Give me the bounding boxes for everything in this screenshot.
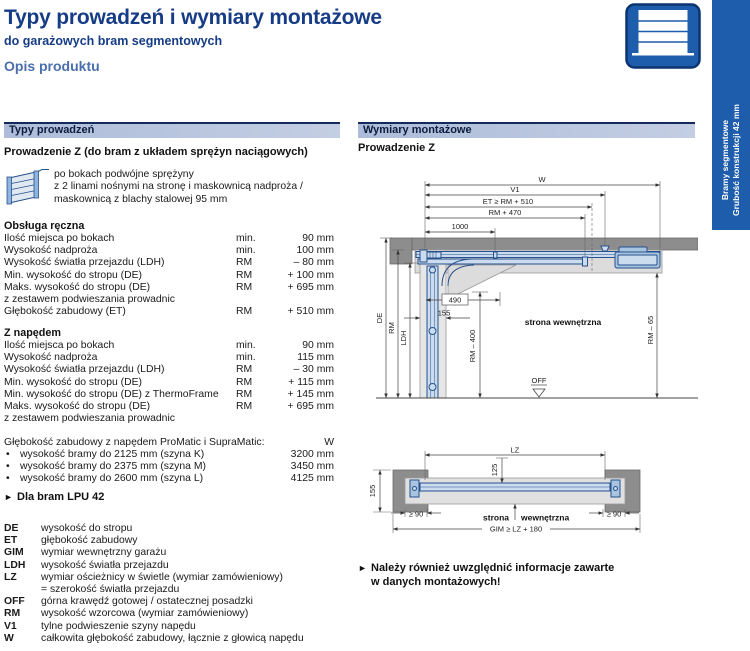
- legend-desc: = szerokość światła przejazdu: [41, 584, 180, 596]
- sectional-door-icon: [625, 3, 701, 69]
- dim-rm400: RM – 400: [468, 329, 477, 363]
- row-value: + 510 mm: [287, 306, 334, 318]
- row-label: Wysokość nadproża: [4, 352, 98, 364]
- dim-ge90-left: ≥ 90: [408, 509, 424, 519]
- row-ref: RM: [236, 269, 253, 281]
- row-label: Maks. wysokość do stropu (DE): [4, 400, 151, 412]
- intro-line-2: z 2 linami nośnymi na stronę i maskownicą nadproża /: [54, 181, 303, 193]
- legend-desc: wysokość światła przejazdu: [41, 559, 169, 571]
- row-label: Wysokość światła przejazdu (LDH): [4, 364, 165, 376]
- off-label: OFF: [531, 376, 547, 385]
- row-value: – 30 mm: [293, 364, 334, 376]
- row-value: + 115 mm: [288, 376, 334, 388]
- lpu-note: [4, 491, 104, 503]
- row-label: Min. wysokość do stropu (DE): [4, 376, 143, 388]
- table-row: [4, 340, 334, 352]
- legend-abbr: LZ: [4, 571, 17, 583]
- dim-490: 490: [448, 295, 462, 305]
- dim-ldh: LDH: [399, 330, 408, 346]
- page-subtitle: do garażowych bram segmentowych: [4, 34, 223, 48]
- row-label: Maks. wysokość do stropu (DE): [4, 281, 151, 293]
- list-item: [4, 473, 334, 485]
- montage-note-line2: w danych montażowych!: [371, 575, 501, 588]
- row-label: Ilość miejsca po bokach: [4, 340, 115, 351]
- legend-desc: wysokość do stropu: [41, 523, 133, 534]
- row-value: 115 mm: [297, 352, 334, 364]
- legend-desc: całkowita głębokość zabudowy, łącznie z głowicą napędu: [41, 632, 304, 644]
- edge-tab-line1: Bramy segmentowe: [720, 119, 730, 201]
- row-label: Głębokość zabudowy (ET): [4, 306, 126, 318]
- table-row: [4, 294, 334, 306]
- row-ref: RM: [236, 388, 253, 400]
- legend-desc: głębokość zabudowy: [41, 535, 138, 547]
- inner-side-right: wewnętrzna: [521, 512, 570, 523]
- right-heading: Prowadzenie Z: [358, 142, 436, 154]
- table-row: [4, 233, 334, 245]
- section-header-right: Wymiary montażowe: [358, 122, 695, 138]
- row-value: 90 mm: [302, 233, 334, 244]
- dim-gim: GIM ≥ LZ + 180: [489, 524, 543, 534]
- dim-lz: LZ: [510, 445, 520, 455]
- depth-label: Głębokość zabudowy z napędem ProMatic i SupraMatic:: [4, 437, 265, 448]
- powered-title: Z napędem: [4, 327, 61, 339]
- legend-desc: wysokość wzorcowa (wymiar zamówieniowy): [41, 608, 249, 620]
- row-ref: min.: [236, 245, 256, 257]
- bullet: •: [6, 461, 10, 473]
- bullet: •: [6, 473, 10, 485]
- item-label: wysokość bramy do 2600 mm (szyna L): [20, 473, 204, 485]
- dim-v1: V1: [510, 185, 520, 194]
- row-ref: RM: [236, 257, 253, 269]
- dim-rm65: RM – 65: [646, 315, 655, 345]
- depth-items: [4, 449, 334, 486]
- legend-desc: wymiar ościeżnicy w świetle (wymiar zamówieniowy): [41, 571, 283, 583]
- arrow-icon: ►: [4, 492, 13, 502]
- manual-title: Obsługa ręczna: [4, 220, 85, 232]
- item-value: 3450 mm: [290, 461, 334, 473]
- row-label: Ilość miejsca po bokach: [4, 233, 115, 244]
- row-ref: min.: [236, 233, 256, 244]
- row-label: z zestawem podwieszania prowadnic: [4, 413, 175, 425]
- dim-125: 125: [490, 463, 499, 477]
- row-ref: RM: [236, 400, 253, 412]
- row-value: – 80 mm: [293, 257, 334, 269]
- legend-row: [4, 596, 340, 608]
- table-row: [4, 282, 334, 294]
- table-row: [4, 377, 334, 389]
- table-row: [4, 257, 334, 269]
- row-value: + 145 mm: [287, 388, 334, 400]
- row-value: + 695 mm: [287, 281, 334, 293]
- montage-note-text: [371, 562, 614, 589]
- intro-line-1: po bokach podwójne sprężyny: [54, 169, 194, 180]
- edge-tab-line2: Grubość konstrukcji 42 mm: [731, 104, 741, 216]
- row-value: + 100 mm: [287, 269, 334, 281]
- legend-row: [4, 621, 340, 633]
- legend-abbr: W: [4, 632, 14, 644]
- dim-et: ET ≥ RM + 510: [482, 197, 534, 206]
- legend-desc: tylne podwieszenie szyny napędu: [41, 620, 196, 632]
- depth-value: W: [324, 437, 334, 448]
- row-ref: RM: [236, 306, 253, 318]
- dim-155: 155: [437, 308, 451, 318]
- row-value: [276, 294, 334, 306]
- row-ref: [236, 294, 276, 306]
- legend-row: [4, 633, 340, 645]
- legend-row: [4, 523, 340, 535]
- edge-tab-text: [720, 80, 742, 240]
- item-label: wysokość bramy do 2125 mm (szyna K): [20, 449, 205, 460]
- list-item: [4, 461, 334, 473]
- plan-diagram-z: [358, 432, 698, 538]
- row-label: Wysokość światła przejazdu (LDH): [4, 257, 165, 269]
- dim-ge90-right: ≥ 90: [606, 509, 622, 519]
- row-value: 90 mm: [302, 340, 334, 351]
- section-header-left: Typy prowadzeń: [4, 122, 340, 138]
- spring-track-icon: [4, 167, 50, 207]
- dim-w: W: [538, 175, 546, 184]
- legend-abbr: DE: [4, 523, 19, 534]
- montage-note-line1: Należy również uwzględnić informacje zawarte: [371, 562, 615, 574]
- inner-side-left: strona: [483, 512, 509, 523]
- row-value: 100 mm: [296, 245, 334, 257]
- legend-abbr: LDH: [4, 559, 26, 571]
- row-ref: min.: [236, 340, 256, 351]
- left-heading: Prowadzenie Z (do bram z układem sprężyn naciągowych): [4, 146, 308, 158]
- legend-row: [4, 547, 340, 559]
- intro-line-3: maskownicą z blachy stalowej 95 mm: [54, 193, 228, 205]
- row-label: Wysokość nadproża: [4, 245, 98, 257]
- montage-note: [358, 562, 688, 589]
- table-row: [4, 389, 334, 401]
- legend-row: [4, 572, 340, 584]
- table-row: [4, 364, 334, 376]
- legend-abbr: OFF: [4, 596, 25, 608]
- row-label: Min. wysokość do stropu (DE): [4, 269, 143, 281]
- legend-row: [4, 584, 340, 596]
- row-ref: RM: [236, 364, 253, 376]
- row-ref: RM: [236, 281, 253, 293]
- row-ref: [236, 413, 276, 425]
- legend-row: [4, 535, 340, 547]
- depth-header-row: [4, 437, 334, 448]
- legend-desc: górna krawędź gotowej / ostatecznej posadzki: [41, 596, 253, 608]
- table-row: [4, 306, 334, 318]
- dim-1000: 1000: [451, 222, 469, 231]
- dim-rm: RM: [387, 322, 396, 334]
- page-title: Typy prowadzeń i wymiary montażowe: [4, 6, 382, 29]
- legend: [4, 523, 340, 645]
- powered-table: [4, 340, 334, 425]
- item-value: 3200 mm: [290, 449, 334, 460]
- legend-row: [4, 608, 340, 620]
- row-label: z zestawem podwieszania prowadnic: [4, 293, 175, 305]
- lpu-note-text: Dla bram LPU 42: [17, 491, 105, 503]
- edge-tab: [712, 0, 750, 230]
- dim-rm470: RM + 470: [488, 208, 522, 217]
- section-diagram-z: [358, 166, 698, 428]
- table-row: [4, 352, 334, 364]
- legend-abbr: ET: [4, 535, 18, 547]
- row-value: [276, 413, 334, 425]
- table-row: [4, 413, 334, 425]
- intro-text: [54, 169, 303, 206]
- bullet: •: [6, 449, 10, 460]
- table-row: [4, 401, 334, 413]
- row-ref: min.: [236, 352, 256, 364]
- legend-abbr: RM: [4, 608, 21, 620]
- item-label: wysokość bramy do 2375 mm (szyna M): [20, 461, 206, 473]
- row-ref: RM: [236, 376, 253, 388]
- legend-abbr: [4, 584, 41, 596]
- inner-side-label: strona wewnętrzna: [524, 317, 602, 327]
- off-floor-symbol: [533, 389, 545, 397]
- legend-abbr: GIM: [4, 547, 24, 559]
- table-row: [4, 245, 334, 257]
- arrow-icon: ►: [358, 563, 367, 573]
- dim-de: DE: [375, 312, 384, 324]
- row-label: Min. wysokość do stropu (DE) z ThermoFrame: [4, 388, 219, 400]
- table-row: [4, 270, 334, 282]
- list-item: [4, 449, 334, 461]
- legend-desc: wymiar wewnętrzny garażu: [41, 547, 167, 559]
- legend-row: [4, 560, 340, 572]
- row-value: + 695 mm: [287, 400, 334, 412]
- legend-abbr: V1: [4, 620, 17, 632]
- manual-table: [4, 233, 334, 318]
- section-label: Opis produktu: [4, 58, 100, 74]
- item-value: 4125 mm: [290, 473, 334, 485]
- dim-155: 155: [368, 484, 377, 498]
